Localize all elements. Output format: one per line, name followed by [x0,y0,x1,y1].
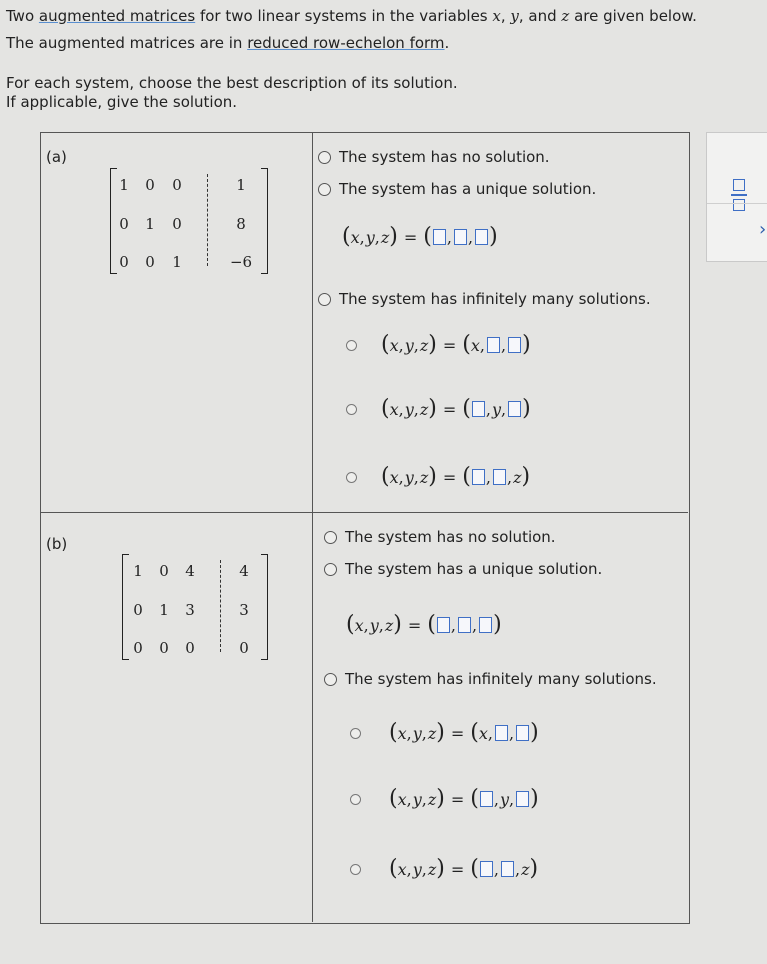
b-param-x-option[interactable]: ( x , y , z ) = ( x , , ) [350,722,539,744]
answer-box[interactable] [472,469,485,485]
answer-box[interactable] [472,401,485,417]
answer-box[interactable] [487,337,500,353]
a-no-solution-option[interactable]: The system has no solution. [318,148,550,166]
column-divider-a [312,132,313,512]
intro-line-1: Two augmented matrices for two linear systems in the variables x, y, and z are given below. [6,7,697,25]
b-param-y-option[interactable]: ( x , y , z ) = ( , y , ) [350,788,539,810]
answer-box[interactable] [516,791,529,807]
matrix-a: 1 0 0 1 0 1 0 8 0 0 1 −6 [110,168,268,272]
b-no-solution-option[interactable]: The system has no solution. [324,528,556,546]
radio-button[interactable] [350,728,361,739]
answer-box[interactable] [475,229,488,245]
chevron-right-icon[interactable]: › [759,219,767,240]
answer-box[interactable] [501,861,514,877]
radio-button[interactable] [350,794,361,805]
answer-box[interactable] [458,617,471,633]
answer-box[interactable] [479,617,492,633]
answer-box[interactable] [480,791,493,807]
math-toolbar [706,132,767,262]
b-unique-solution-equation: ( x , y , z ) = ( , , ) [346,612,502,637]
radio-button[interactable] [318,293,331,306]
fraction-icon[interactable] [731,179,747,211]
radio-button[interactable] [350,864,361,875]
intro-line-3: For each system, choose the best description of its solution. [6,74,458,92]
radio-button[interactable] [346,340,357,351]
answer-box[interactable] [480,861,493,877]
a-param-x-option[interactable]: ( x , y , z ) = ( x , , ) [346,334,531,356]
answer-box[interactable] [437,617,450,633]
answer-box[interactable] [433,229,446,245]
radio-button[interactable] [346,472,357,483]
b-infinite-solutions-option[interactable]: The system has infinitely many solutions. [324,670,657,688]
radio-button[interactable] [318,183,331,196]
answer-box[interactable] [508,337,521,353]
radio-button[interactable] [346,404,357,415]
intro-line-4: If applicable, give the solution. [6,93,238,111]
a-unique-solution-equation: ( x , y , z ) = ( , , ) [342,224,498,249]
a-param-z-option[interactable]: ( x , y , z ) = ( , , z ) [346,466,530,488]
a-infinite-solutions-option[interactable]: The system has infinitely many solutions. [318,290,651,308]
b-unique-solution-option[interactable]: The system has a unique solution. [324,560,602,578]
matrix-b: 1 0 4 4 0 1 3 3 0 0 0 0 [122,554,268,658]
answer-box[interactable] [495,725,508,741]
a-unique-solution-option[interactable]: The system has a unique solution. [318,180,596,198]
answer-box[interactable] [508,401,521,417]
column-divider-b [312,512,313,922]
answer-box[interactable] [493,469,506,485]
radio-button[interactable] [324,673,337,686]
augmented-matrices-link[interactable]: augmented matrices [38,7,196,25]
radio-button[interactable] [324,563,337,576]
radio-button[interactable] [318,151,331,164]
part-b-label: (b) [46,535,68,553]
answer-box[interactable] [516,725,529,741]
radio-button[interactable] [324,531,337,544]
b-param-z-option[interactable]: ( x , y , z ) = ( , , z ) [350,858,538,880]
part-divider [40,512,688,513]
a-param-y-option[interactable]: ( x , y , z ) = ( , y , ) [346,398,531,420]
part-a-label: (a) [46,148,67,166]
answer-box[interactable] [454,229,467,245]
rref-link[interactable]: reduced row-echelon form [247,34,445,52]
intro-line-2: The augmented matrices are in reduced row-echelon form. [6,34,450,52]
